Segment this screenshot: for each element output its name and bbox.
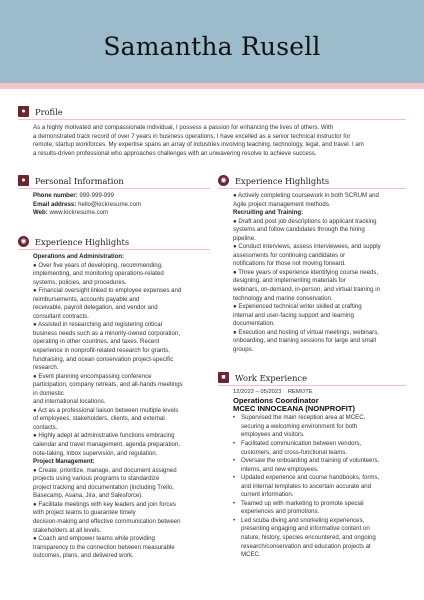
operations-subheading: Operations and Administration: (33, 253, 125, 260)
highlight-line: pipeline. (233, 234, 256, 242)
highlight-line: receivable, payroll delegation, and vendor and (33, 304, 158, 312)
work-bullet-line: and internal templates to ascertain accurate and (241, 482, 372, 490)
work-dates: 12/2022 – 05/2023 (233, 389, 282, 395)
highlight-line: projects using various programs to standardize (33, 475, 160, 483)
profile-text (33, 124, 409, 158)
highlight-line: of employees, stakeholders, clients, and external (33, 415, 165, 423)
phone-label: Phone number: (33, 192, 78, 199)
web-value: www.kickresume.com (49, 209, 109, 217)
highlight-line: ● Event planning encompassing conference (33, 372, 152, 380)
highlight-line: ● Highly adept at administrative functions embracing (33, 432, 175, 440)
highlight-line: ● Draft and post job descriptions to applicant tracking (233, 217, 377, 225)
work-bullet-line: research/conservation and education projects at (241, 542, 371, 550)
highlight-line: experience in nonprofit-related research for grants, (33, 347, 170, 355)
work-bullet-line: • Supervised the main reception area at MCEC, (241, 414, 366, 422)
highlight-line: ● Over five years of developing, recommending, (33, 261, 163, 269)
highlight-line: technology and marine conservation. (233, 294, 333, 302)
work-bullet-line: • Oversaw the onboarding and training of volunteers, (241, 457, 380, 465)
highlight-line: ● Conduct interviews, assess interviewees, and supply (233, 243, 381, 251)
experience-left-title: Experience Highlights (35, 236, 130, 247)
highlight-line: internal and user-facing support and learning (233, 311, 354, 319)
experience-right-rule (218, 188, 406, 189)
highlight-line: groups. (233, 345, 254, 353)
person-icon: ● (18, 106, 29, 117)
experience-right-body (233, 192, 411, 354)
highlight-line: ● Facilitate meetings with key leaders and join forces (33, 500, 176, 508)
work-bullet-line: • Teamed up with marketing to promote special (241, 499, 364, 507)
phone-value: 999-999-999 (79, 192, 114, 199)
highlight-line: designing, and implementing materials for (233, 277, 346, 285)
highlight-line: webinars, on-demand, in-person, and virtual training in (233, 286, 381, 294)
highlight-line: Agile project management methods. (233, 200, 331, 208)
profile-line: a demonstrated track record of over 7 years in business operations, I have excelled as a senior technical instructor for (33, 132, 351, 140)
work-heading (218, 372, 307, 383)
profile-title: Profile (35, 106, 63, 117)
highlight-line: assessments for continuing candidates or (233, 251, 346, 259)
experience-left-body (33, 253, 211, 561)
work-company: MCEC INNOCEANA (NONPROFIT) (233, 403, 356, 413)
work-bullet-line: interns, and new employees. (241, 465, 319, 473)
highlight-line: ● Execution and hosting of virtual meetings, webinars, (233, 328, 379, 336)
highlight-line: contacts. (33, 423, 58, 431)
highlight-line: with project teams to guarantee timely (33, 509, 136, 517)
work-bullets (233, 414, 413, 559)
highlight-line: systems, policies, and procedures. (33, 278, 127, 286)
highlight-line: outcomes, plans, and delivered work. (33, 552, 134, 560)
highlight-line: transparency to the connection between measurable (33, 543, 175, 551)
highlight-line: implementing, and monitoring operations-related (33, 270, 164, 278)
highlight-line: calendar and travel management, agenda preparation, (33, 441, 181, 449)
work-bullet-line: presenting engaging and informative content on (241, 525, 370, 533)
experience-right-heading (218, 175, 329, 186)
person-icon: ● (18, 175, 29, 186)
work-bullet-line: • Led scuba diving and snorkeling experiences, (241, 516, 365, 524)
candidate-name: Samantha Rusell (103, 32, 321, 61)
personal-rule (18, 188, 210, 189)
highlight-line: systems and follow candidates through the hiring (233, 226, 365, 234)
highlight-line: business needs such as a minority-owned corporation, (33, 329, 181, 337)
experience-right-title: Experience Highlights (235, 175, 330, 186)
experience-left-rule (18, 249, 210, 250)
highlight-line: consultant contracts. (33, 312, 89, 320)
work-bullet-line: experiences and promotions. (241, 508, 320, 516)
highlight-line: research. (33, 364, 59, 372)
work-location: REMOTE (287, 389, 313, 395)
profile-rule (18, 119, 406, 120)
work-bullet-line: customers, and cross-functional teams. (241, 448, 348, 456)
highlight-line: ● Coach and empower teams while providing (33, 535, 155, 543)
header-stripe (0, 83, 424, 89)
profile-line: a results-driven professional who approaches challenges with an unwavering resolve to achieve success. (33, 149, 317, 157)
highlight-line: Basecamp, Asana, Jira, and Salesforce). (33, 492, 144, 500)
highlight-line: notifications for those not moving forward. (233, 260, 346, 268)
experience-left-heading (18, 236, 129, 247)
work-job-title: Operations Coordinator (233, 395, 319, 405)
highlight-line: ● Experienced technical writer skilled at crafting (233, 303, 362, 311)
highlight-line: fundraising, and ocean conservation project-specific (33, 355, 174, 363)
work-bullet-line: employees and visitors. (241, 431, 305, 439)
work-bullet-line: • Facilitated communication between vendors, (241, 440, 362, 447)
profile-line: As a highly motivated and compassionate individual, I possess a passion for enhancing the lives of others. With (33, 124, 334, 131)
work-bullet-line: nature, history, species encountered, and ongoing (241, 534, 376, 542)
highlight-line: onboarding, and training sessions for large and small (233, 337, 376, 345)
highlight-line: reimbursements, accounts payable and (33, 295, 140, 303)
project-management-subheading: Project Management: (33, 458, 95, 466)
personal-heading (18, 175, 124, 186)
work-bullet (233, 517, 413, 560)
work-bullet (233, 500, 413, 517)
highlight-line: decision-making and effective communication between (33, 517, 181, 525)
highlight-line: operating in other countries, and taxes. Recent (33, 338, 160, 346)
work-bullet-line: securing a welcoming environment for both (241, 422, 358, 430)
work-bullet (233, 474, 413, 500)
email-label: Email address: (33, 200, 77, 208)
work-bullet-line: MCEC. (241, 551, 261, 559)
highlight-line: stakeholders at all levels. (33, 526, 102, 534)
work-rule (218, 385, 406, 386)
highlight-line: ● Act as a professional liaison between multiple levels (33, 406, 179, 414)
highlight-line: in domestic (33, 389, 64, 397)
profile-heading (18, 106, 63, 117)
web-label: Web: (33, 209, 48, 217)
work-bullet (233, 440, 413, 457)
personal-title: Personal Information (35, 175, 124, 186)
highlight-line: and international locations. (33, 398, 106, 406)
highlight-line: documentation. (233, 320, 275, 328)
profile-line: remote, startup workforces. My expertise spans an array of industries involving teaching, technology, legal, and travel. I am (33, 141, 364, 149)
highlight-line: ● Financial oversight linked to employee expenses and (33, 287, 182, 295)
work-bullet (233, 457, 413, 474)
highlight-line: ● Create, prioritize, manage, and document assigned (33, 466, 177, 474)
highlight-line: project tracking and documentation (including Trello, (33, 483, 174, 491)
highlight-line: ● Assisted in researching and registering critical (33, 321, 163, 329)
work-title: Work Experience (235, 372, 307, 383)
briefcase-icon: ■ (218, 372, 229, 383)
work-entry (233, 388, 413, 560)
target-icon: ◉ (218, 175, 229, 186)
work-bullet-line: • Updated experience and course handbooks, forms, (241, 474, 380, 482)
work-bullet (233, 414, 413, 440)
email-value: hello@kickresume.com (78, 200, 142, 208)
recruiting-subheading: Recruiting and Training: (233, 209, 304, 217)
highlight-line: participation, company retreats, and all-hands meetings (33, 381, 183, 389)
target-icon: ◉ (18, 236, 29, 247)
work-bullet-line: current information. (241, 491, 294, 499)
highlight-line: ● Three years of experience identifying course needs, (233, 268, 379, 276)
personal-info (33, 192, 208, 218)
highlight-line: note-taking, inbox supervision, and regulation. (33, 449, 158, 457)
highlight-line: ● Actively completing coursework in both SCRUM and (233, 192, 379, 199)
